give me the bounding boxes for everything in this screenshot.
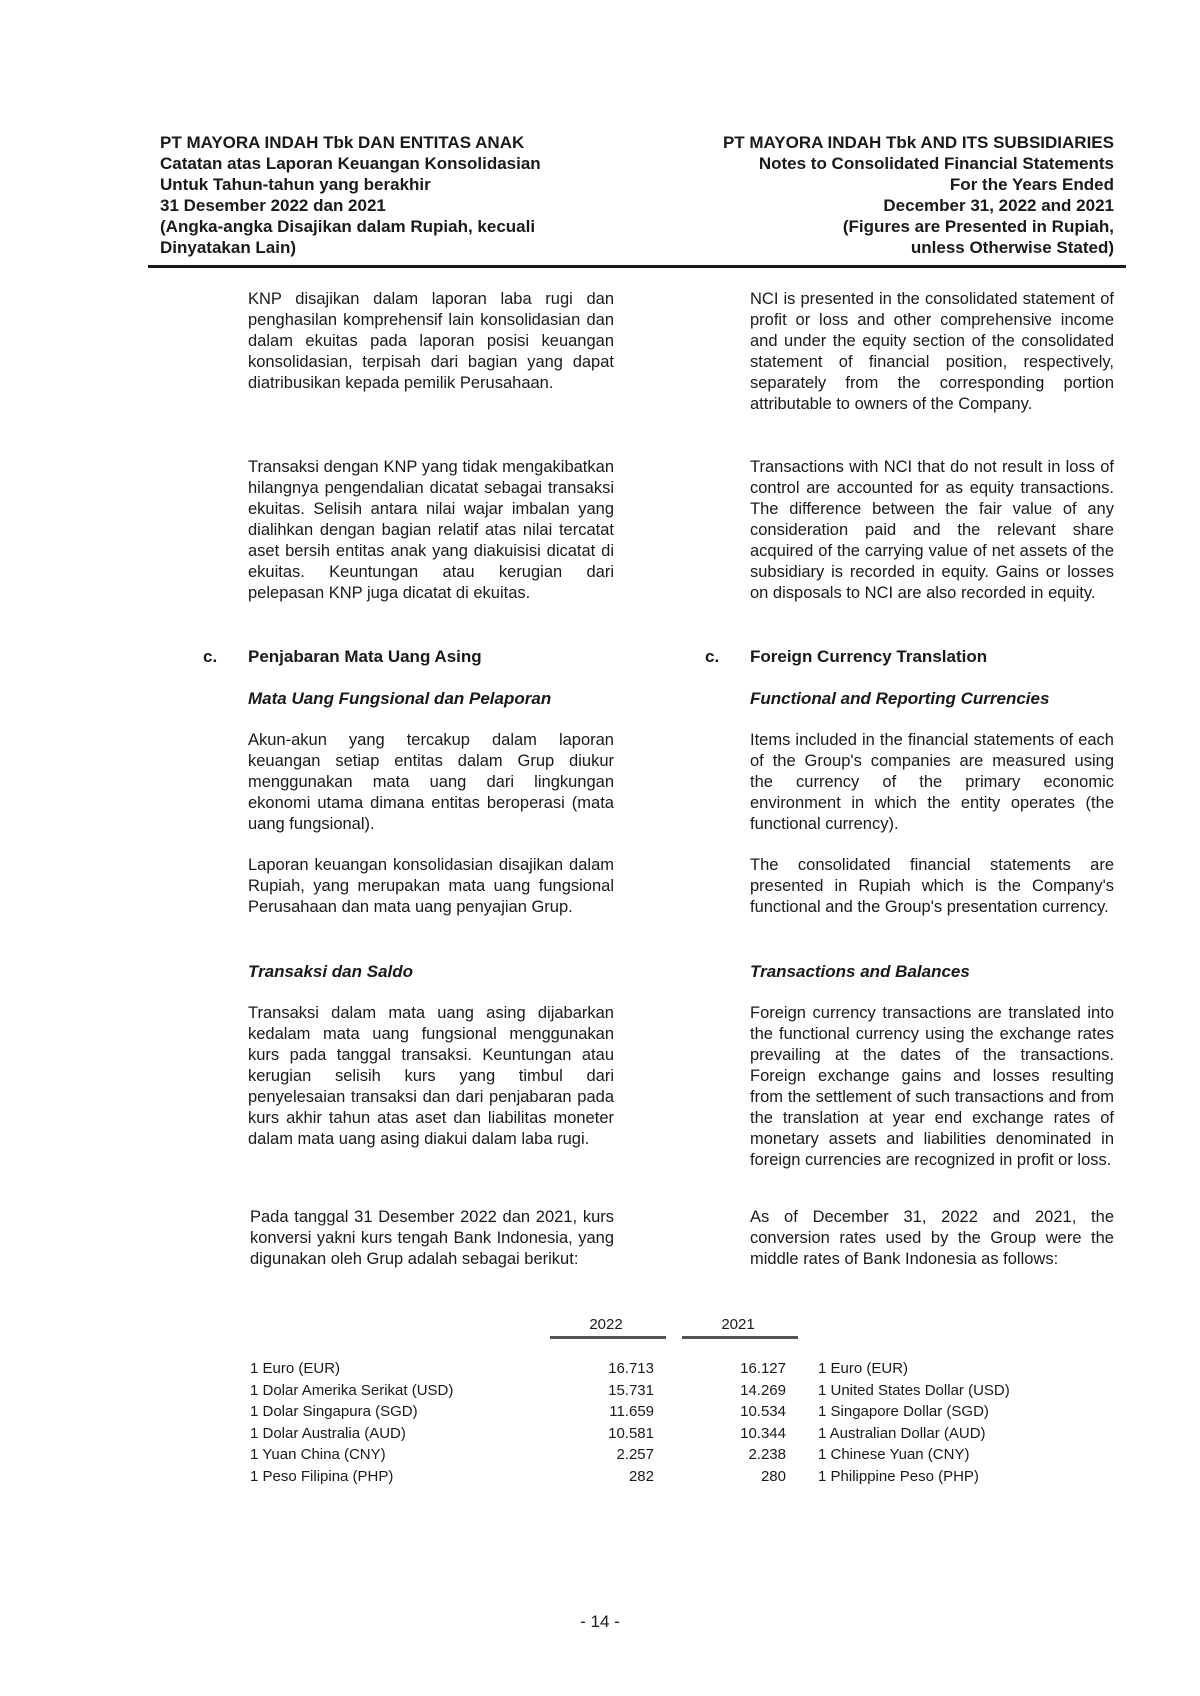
paragraph-transactions: Transaksi dalam mata uang asing dijabarkan kedalam mata uang fungsional menggunakan kurs pada tanggal transaksi. Keuntungan atau kerugian selisih kurs yang timbul dari penyelesaian transaksi dan dari penjabaran pada kurs akhir tahun atas aset dan liabilitas moneter dalam mata uang asing diakui dalam laba rugi. (248, 1004, 614, 1148)
currency-label-id: 1 Peso Filipina (PHP) (250, 1467, 394, 1485)
header-right-line: For the Years Ended (949, 175, 1114, 194)
table-row (0, 1423, 1200, 1445)
header-right-line: unless Otherwise Stated) (910, 238, 1114, 257)
table-row (0, 1466, 1200, 1488)
rate-2022: 2.257 (616, 1446, 654, 1463)
rate-2022: 282 (628, 1467, 654, 1485)
paragraph-knp-transactions: Transaksi dengan KNP yang tidak mengakibatkan hilangnya pengendalian dicatat sebagai transaksi ekuitas. Selisih antara nilai wajar imbalan yang dialihkan dengan bagian relatif atas nilai tercatat aset bersih entitas anak yang diakuisisi dicatat di ekuitas. Keuntungan atau kerugian dari pelepasan KNP juga dicatat di ekuitas. (248, 458, 614, 602)
rate-2021: 14.269 (740, 1381, 786, 1399)
subsection-title: Mata Uang Fungsional dan Pelaporan (248, 689, 552, 708)
section-letter: c. (705, 647, 720, 666)
rate-2021: 10.534 (740, 1403, 786, 1420)
paragraph-functional-rupiah: The consolidated financial statements are presented in Rupiah which is the Company's functional and the Group's presentation currency. (750, 856, 1114, 916)
rate-2022: 16.713 (608, 1360, 654, 1377)
header-left-line: Catatan atas Laporan Keuangan Konsolidasian (160, 154, 541, 173)
paragraph-functional-rupiah: Laporan keuangan konsolidasian disajikan dalam Rupiah, yang merupakan mata uang fungsional Perusahaan dan mata uang penyajian Grup. (248, 856, 614, 916)
header-left-line: Untuk Tahun-tahun yang berakhir (160, 175, 431, 194)
header-right-line: December 31, 2022 and 2021 (883, 196, 1114, 215)
table-row (0, 1358, 1200, 1380)
column-header-rule (550, 1336, 666, 1339)
currency-label-id: 1 Euro (EUR) (250, 1360, 341, 1377)
header-right-line: PT MAYORA INDAH Tbk AND ITS SUBSIDIARIES (722, 133, 1114, 152)
section-title: Penjabaran Mata Uang Asing (248, 647, 482, 666)
currency-label-en: 1 Australian Dollar (AUD) (818, 1424, 986, 1442)
header-divider (148, 265, 1126, 268)
rate-2022: 11.659 (609, 1403, 654, 1420)
currency-label-en: 1 Chinese Yuan (CNY) (818, 1446, 970, 1463)
currency-label-id: 1 Dolar Amerika Serikat (USD) (250, 1381, 454, 1399)
paragraph-rates-intro: Pada tanggal 31 Desember 2022 dan 2021, kurs konversi yakni kurs tengah Bank Indonesia, yang digunakan oleh Grup adalah sebagai berikut: (250, 1208, 614, 1268)
paragraph-functional-items: Items included in the financial statements of each of the Group's companies are measured using the currency of the primary economic environment in which the entity operates (the functional currency). (750, 731, 1114, 833)
header-left-line: 31 Desember 2022 dan 2021 (160, 196, 386, 215)
rates-table (0, 1358, 1200, 1487)
rate-2022: 10.581 (608, 1424, 654, 1442)
subsection-title: Functional and Reporting Currencies (750, 689, 1050, 708)
currency-label-en: 1 Philippine Peso (PHP) (818, 1467, 979, 1485)
currency-label-id: 1 Dolar Australia (AUD) (250, 1424, 406, 1442)
rate-2022: 15.731 (608, 1381, 654, 1399)
currency-label-en: 1 Euro (EUR) (818, 1360, 909, 1377)
section-letter: c. (203, 647, 218, 666)
table-row (0, 1401, 1200, 1423)
header-right-line: (Figures are Presented in Rupiah, (842, 217, 1114, 236)
header-right (640, 132, 1114, 258)
paragraph-transactions: Foreign currency transactions are translated into the functional currency using the exchange rates prevailing at the dates of the transactions. Foreign exchange gains and losses resulting from the settlement of such transactions and from the translation at year end exchange rates of monetary assets and liabilities denominated in foreign currencies are recognized in profit or loss. (750, 1004, 1114, 1169)
rate-2021: 10.344 (740, 1424, 786, 1442)
header-left (160, 132, 620, 258)
paragraph-nci-presentation: NCI is presented in the consolidated statement of profit or loss and other comprehensive income and under the equity section of the consolidated statement of financial position, respectively, separately from the corresponding portion attributable to owners of the Company. (750, 290, 1114, 413)
rate-2021: 280 (760, 1467, 786, 1485)
rate-2021: 16.127 (740, 1360, 786, 1377)
table-row (0, 1444, 1200, 1466)
paragraph-rates-intro: As of December 31, 2022 and 2021, the conversion rates used by the Group were the middle rates of Bank Indonesia as follows: (750, 1208, 1114, 1268)
header-right-line: Notes to Consolidated Financial Statements (758, 154, 1114, 173)
currency-label-en: 1 Singapore Dollar (SGD) (818, 1403, 989, 1420)
header-left-line: (Angka-angka Disajikan dalam Rupiah, kecuali (160, 217, 536, 236)
currency-label-id: 1 Dolar Singapura (SGD) (250, 1403, 418, 1420)
subsection-title: Transaksi dan Saldo (248, 962, 414, 981)
paragraph-knp-presentation: KNP disajikan dalam laporan laba rugi dan penghasilan komprehensif lain konsolidasian dan dalam ekuitas pada laporan posisi keuangan konsolidasian, terpisah dari bagian yang dapat diatribusikan kepada pemilik Perusahaan. (248, 290, 614, 392)
column-header-rule (682, 1336, 798, 1339)
subsection-title: Transactions and Balances (750, 962, 970, 981)
header-left-line: PT MAYORA INDAH Tbk DAN ENTITAS ANAK (160, 133, 525, 152)
column-header-2021: 2021 (721, 1316, 755, 1333)
header-left-line: Dinyatakan Lain) (160, 238, 297, 257)
table-row (0, 1380, 1200, 1402)
section-title: Foreign Currency Translation (750, 647, 988, 666)
column-header-2022: 2022 (589, 1316, 623, 1333)
currency-label-en: 1 United States Dollar (USD) (818, 1381, 1010, 1399)
currency-label-id: 1 Yuan China (CNY) (250, 1446, 386, 1463)
paragraph-nci-transactions: Transactions with NCI that do not result in loss of control are accounted for as equity transactions. The difference between the fair value of any consideration paid and the relevant share acquired of the carrying value of net assets of the subsidiary is recorded in equity. Gains or losses on disposals to NCI are also recorded in equity. (750, 458, 1114, 602)
paragraph-functional-items: Akun-akun yang tercakup dalam laporan keuangan setiap entitas dalam Grup diukur menggunakan mata uang dari lingkungan ekonomi utama dimana entitas beroperasi (mata uang fungsional). (248, 731, 614, 833)
rate-2021: 2.238 (748, 1446, 786, 1463)
page-number: - 14 - (580, 1612, 620, 1631)
